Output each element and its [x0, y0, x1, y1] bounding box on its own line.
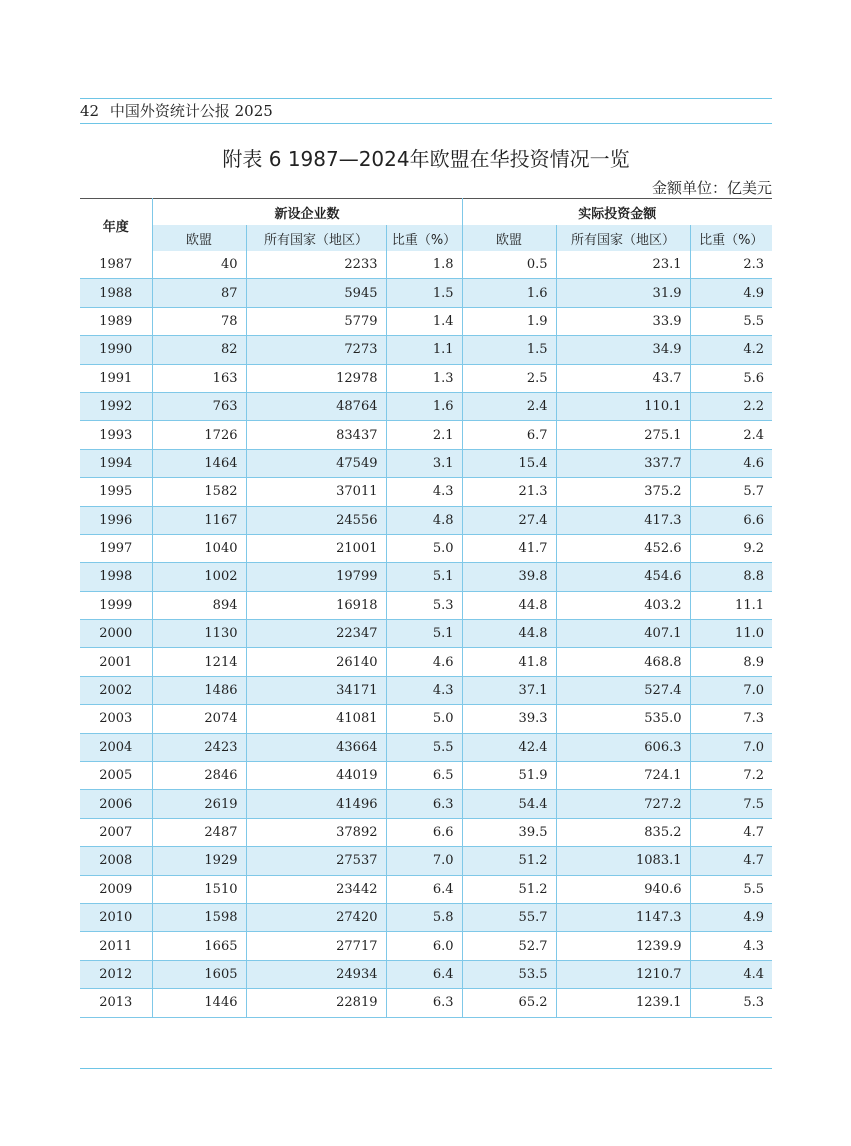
- table-row: [80, 676, 772, 704]
- col-share-count: 比重（%）: [386, 225, 462, 251]
- cell-year: 2001: [80, 648, 152, 676]
- col-eu-amount: 欧盟: [462, 225, 556, 251]
- cell-eu-count: 2074: [152, 705, 246, 733]
- table-row: [80, 960, 772, 988]
- cell-share-count: 5.5: [386, 733, 462, 761]
- table-row: [80, 790, 772, 818]
- cell-eu-count: 87: [152, 279, 246, 307]
- cell-all-count: 27420: [246, 903, 386, 931]
- cell-year: 2004: [80, 733, 152, 761]
- cell-year: 2012: [80, 960, 152, 988]
- cell-all-count: 34171: [246, 676, 386, 704]
- cell-year: 1988: [80, 279, 152, 307]
- cell-share-count: 5.0: [386, 534, 462, 562]
- cell-share-amount: 7.0: [690, 676, 772, 704]
- table-row: [80, 875, 772, 903]
- cell-all-amount: 940.6: [556, 875, 690, 903]
- cell-eu-amount: 39.5: [462, 818, 556, 846]
- cell-all-amount: 43.7: [556, 364, 690, 392]
- top-rule: [80, 98, 772, 99]
- cell-share-amount: 5.5: [690, 307, 772, 335]
- cell-all-count: 83437: [246, 421, 386, 449]
- header-rule: [80, 123, 772, 124]
- cell-eu-count: 2487: [152, 818, 246, 846]
- cell-all-amount: 1239.9: [556, 932, 690, 960]
- cell-eu-amount: 1.9: [462, 307, 556, 335]
- cell-year: 1992: [80, 392, 152, 420]
- cell-share-count: 4.6: [386, 648, 462, 676]
- cell-share-amount: 9.2: [690, 534, 772, 562]
- cell-all-amount: 407.1: [556, 620, 690, 648]
- cell-all-count: 5945: [246, 279, 386, 307]
- cell-share-amount: 5.6: [690, 364, 772, 392]
- cell-all-amount: 454.6: [556, 563, 690, 591]
- cell-share-count: 5.1: [386, 620, 462, 648]
- cell-all-count: 27717: [246, 932, 386, 960]
- cell-share-amount: 4.6: [690, 449, 772, 477]
- cell-all-count: 23442: [246, 875, 386, 903]
- cell-eu-count: 78: [152, 307, 246, 335]
- cell-eu-count: 1598: [152, 903, 246, 931]
- unit-note: 金额单位：亿美元: [651, 179, 772, 197]
- cell-all-count: 5779: [246, 307, 386, 335]
- cell-eu-count: 1582: [152, 478, 246, 506]
- cell-all-count: 26140: [246, 648, 386, 676]
- bottom-rule: [80, 1068, 772, 1069]
- cell-eu-amount: 51.9: [462, 762, 556, 790]
- table-title: 附表 6 1987—2024年欧盟在华投资情况一览: [222, 147, 630, 171]
- cell-year: 1993: [80, 421, 152, 449]
- cell-eu-count: 1214: [152, 648, 246, 676]
- cell-eu-amount: 39.8: [462, 563, 556, 591]
- cell-year: 1994: [80, 449, 152, 477]
- cell-share-count: 5.1: [386, 563, 462, 591]
- cell-year: 2006: [80, 790, 152, 818]
- cell-share-count: 2.1: [386, 421, 462, 449]
- cell-year: 2009: [80, 875, 152, 903]
- cell-all-amount: 727.2: [556, 790, 690, 818]
- cell-all-count: 24556: [246, 506, 386, 534]
- cell-all-count: 22819: [246, 989, 386, 1017]
- cell-eu-amount: 53.5: [462, 960, 556, 988]
- cell-share-amount: 2.2: [690, 392, 772, 420]
- cell-share-amount: 4.7: [690, 847, 772, 875]
- cell-share-amount: 2.4: [690, 421, 772, 449]
- cell-eu-count: 1446: [152, 989, 246, 1017]
- col-all-count: 所有国家（地区）: [246, 225, 386, 251]
- cell-year: 2007: [80, 818, 152, 846]
- cell-all-amount: 835.2: [556, 818, 690, 846]
- cell-share-amount: 7.0: [690, 733, 772, 761]
- cell-all-amount: 1239.1: [556, 989, 690, 1017]
- table-row: [80, 648, 772, 676]
- cell-share-count: 6.4: [386, 875, 462, 903]
- cell-year: 2008: [80, 847, 152, 875]
- cell-all-count: 22347: [246, 620, 386, 648]
- cell-eu-count: 1510: [152, 875, 246, 903]
- table-row: [80, 705, 772, 733]
- group-actual-investment: 实际投资金额: [462, 199, 772, 226]
- cell-all-count: 2233: [246, 251, 386, 279]
- group-new-enterprises: 新设企业数: [152, 199, 462, 226]
- cell-eu-count: 1002: [152, 563, 246, 591]
- table-row: [80, 307, 772, 335]
- col-all-amount: 所有国家（地区）: [556, 225, 690, 251]
- cell-year: 1987: [80, 251, 152, 279]
- cell-eu-count: 1486: [152, 676, 246, 704]
- cell-all-count: 37011: [246, 478, 386, 506]
- cell-all-amount: 275.1: [556, 421, 690, 449]
- cell-all-count: 41081: [246, 705, 386, 733]
- page-number: 42: [80, 102, 100, 120]
- table-row: [80, 762, 772, 790]
- table-row: [80, 591, 772, 619]
- cell-year: 2011: [80, 932, 152, 960]
- cell-all-amount: 606.3: [556, 733, 690, 761]
- cell-eu-count: 1726: [152, 421, 246, 449]
- cell-eu-count: 82: [152, 336, 246, 364]
- cell-year: 1991: [80, 364, 152, 392]
- cell-all-amount: 535.0: [556, 705, 690, 733]
- cell-share-count: 7.0: [386, 847, 462, 875]
- cell-share-count: 4.3: [386, 478, 462, 506]
- cell-year: 2005: [80, 762, 152, 790]
- cell-share-count: 6.4: [386, 960, 462, 988]
- cell-year: 1997: [80, 534, 152, 562]
- cell-eu-amount: 65.2: [462, 989, 556, 1017]
- table-row: [80, 251, 772, 279]
- cell-year: 1995: [80, 478, 152, 506]
- cell-share-count: 4.8: [386, 506, 462, 534]
- cell-eu-amount: 41.7: [462, 534, 556, 562]
- cell-share-count: 3.1: [386, 449, 462, 477]
- cell-all-amount: 34.9: [556, 336, 690, 364]
- cell-all-count: 48764: [246, 392, 386, 420]
- cell-share-amount: 11.1: [690, 591, 772, 619]
- cell-year: 1999: [80, 591, 152, 619]
- cell-share-amount: 5.3: [690, 989, 772, 1017]
- cell-eu-amount: 27.4: [462, 506, 556, 534]
- cell-all-count: 16918: [246, 591, 386, 619]
- cell-all-amount: 110.1: [556, 392, 690, 420]
- cell-year: 2002: [80, 676, 152, 704]
- table-row: [80, 279, 772, 307]
- table-row: [80, 449, 772, 477]
- cell-eu-count: 894: [152, 591, 246, 619]
- cell-all-count: 41496: [246, 790, 386, 818]
- table-row: [80, 932, 772, 960]
- cell-eu-amount: 0.5: [462, 251, 556, 279]
- cell-share-amount: 4.9: [690, 279, 772, 307]
- cell-year: 1990: [80, 336, 152, 364]
- cell-all-amount: 33.9: [556, 307, 690, 335]
- cell-year: 1989: [80, 307, 152, 335]
- cell-share-count: 6.3: [386, 989, 462, 1017]
- cell-year: 1996: [80, 506, 152, 534]
- cell-eu-amount: 41.8: [462, 648, 556, 676]
- cell-eu-count: 163: [152, 364, 246, 392]
- table-row: [80, 392, 772, 420]
- cell-share-amount: 2.3: [690, 251, 772, 279]
- cell-all-amount: 724.1: [556, 762, 690, 790]
- cell-year: 2013: [80, 989, 152, 1017]
- cell-share-amount: 4.9: [690, 903, 772, 931]
- cell-eu-count: 1130: [152, 620, 246, 648]
- cell-all-count: 7273: [246, 336, 386, 364]
- cell-eu-amount: 54.4: [462, 790, 556, 818]
- cell-share-amount: 7.5: [690, 790, 772, 818]
- cell-eu-amount: 2.4: [462, 392, 556, 420]
- cell-all-amount: 375.2: [556, 478, 690, 506]
- cell-eu-count: 2619: [152, 790, 246, 818]
- cell-all-count: 44019: [246, 762, 386, 790]
- cell-all-amount: 403.2: [556, 591, 690, 619]
- cell-eu-count: 2423: [152, 733, 246, 761]
- cell-all-amount: 452.6: [556, 534, 690, 562]
- cell-eu-count: 1665: [152, 932, 246, 960]
- table-body: [80, 251, 772, 1017]
- cell-all-count: 27537: [246, 847, 386, 875]
- cell-all-amount: 1147.3: [556, 903, 690, 931]
- table-row: [80, 534, 772, 562]
- cell-all-amount: 1210.7: [556, 960, 690, 988]
- cell-all-count: 21001: [246, 534, 386, 562]
- cell-eu-amount: 2.5: [462, 364, 556, 392]
- cell-share-amount: 5.7: [690, 478, 772, 506]
- cell-share-amount: 4.4: [690, 960, 772, 988]
- cell-eu-count: 40: [152, 251, 246, 279]
- cell-all-count: 12978: [246, 364, 386, 392]
- col-share-amount: 比重（%）: [690, 225, 772, 251]
- table-row: [80, 818, 772, 846]
- cell-share-count: 5.0: [386, 705, 462, 733]
- year-header: 年度: [102, 219, 129, 235]
- cell-all-count: 19799: [246, 563, 386, 591]
- table-row: [80, 364, 772, 392]
- cell-eu-count: 1605: [152, 960, 246, 988]
- cell-all-count: 47549: [246, 449, 386, 477]
- cell-share-count: 5.8: [386, 903, 462, 931]
- table-row: [80, 620, 772, 648]
- cell-eu-amount: 6.7: [462, 421, 556, 449]
- cell-all-amount: 1083.1: [556, 847, 690, 875]
- cell-all-amount: 527.4: [556, 676, 690, 704]
- cell-eu-amount: 1.6: [462, 279, 556, 307]
- cell-eu-amount: 39.3: [462, 705, 556, 733]
- cell-eu-count: 1464: [152, 449, 246, 477]
- cell-share-amount: 7.2: [690, 762, 772, 790]
- cell-eu-amount: 52.7: [462, 932, 556, 960]
- eu-investment-table: [80, 198, 772, 1018]
- cell-share-count: 6.3: [386, 790, 462, 818]
- cell-eu-amount: 1.5: [462, 336, 556, 364]
- cell-eu-amount: 15.4: [462, 449, 556, 477]
- cell-share-count: 1.3: [386, 364, 462, 392]
- cell-eu-count: 2846: [152, 762, 246, 790]
- book-title: 中国外资统计公报 2025: [109, 102, 273, 120]
- cell-share-count: 1.6: [386, 392, 462, 420]
- cell-share-count: 5.3: [386, 591, 462, 619]
- cell-eu-amount: 55.7: [462, 903, 556, 931]
- cell-eu-amount: 44.8: [462, 620, 556, 648]
- cell-eu-count: 1040: [152, 534, 246, 562]
- table-row: [80, 847, 772, 875]
- table-row: [80, 903, 772, 931]
- cell-all-count: 43664: [246, 733, 386, 761]
- cell-all-count: 37892: [246, 818, 386, 846]
- cell-share-count: 6.5: [386, 762, 462, 790]
- cell-year: 2003: [80, 705, 152, 733]
- cell-share-amount: 4.7: [690, 818, 772, 846]
- table-row: [80, 506, 772, 534]
- table-row: [80, 733, 772, 761]
- running-header: [80, 100, 772, 122]
- cell-year: 2000: [80, 620, 152, 648]
- table-row: [80, 336, 772, 364]
- cell-share-count: 6.6: [386, 818, 462, 846]
- cell-share-count: 1.1: [386, 336, 462, 364]
- cell-eu-count: 1929: [152, 847, 246, 875]
- cell-share-count: 1.8: [386, 251, 462, 279]
- cell-eu-amount: 51.2: [462, 875, 556, 903]
- cell-all-amount: 417.3: [556, 506, 690, 534]
- cell-share-amount: 4.3: [690, 932, 772, 960]
- cell-eu-count: 1167: [152, 506, 246, 534]
- cell-all-amount: 468.8: [556, 648, 690, 676]
- cell-share-amount: 7.3: [690, 705, 772, 733]
- cell-year: 2010: [80, 903, 152, 931]
- cell-share-count: 6.0: [386, 932, 462, 960]
- table-row: [80, 989, 772, 1017]
- cell-eu-amount: 42.4: [462, 733, 556, 761]
- cell-share-amount: 4.2: [690, 336, 772, 364]
- cell-share-count: 1.4: [386, 307, 462, 335]
- cell-share-amount: 8.8: [690, 563, 772, 591]
- cell-share-amount: 11.0: [690, 620, 772, 648]
- cell-eu-amount: 37.1: [462, 676, 556, 704]
- cell-eu-amount: 51.2: [462, 847, 556, 875]
- table-row: [80, 563, 772, 591]
- cell-all-amount: 31.9: [556, 279, 690, 307]
- cell-share-amount: 8.9: [690, 648, 772, 676]
- cell-share-count: 1.5: [386, 279, 462, 307]
- table-row: [80, 478, 772, 506]
- col-eu-count: 欧盟: [152, 225, 246, 251]
- cell-year: 1998: [80, 563, 152, 591]
- cell-eu-amount: 44.8: [462, 591, 556, 619]
- cell-all-count: 24934: [246, 960, 386, 988]
- cell-all-amount: 337.7: [556, 449, 690, 477]
- cell-share-count: 4.3: [386, 676, 462, 704]
- cell-all-amount: 23.1: [556, 251, 690, 279]
- cell-share-amount: 5.5: [690, 875, 772, 903]
- cell-share-amount: 6.6: [690, 506, 772, 534]
- table-row: [80, 421, 772, 449]
- cell-eu-count: 763: [152, 392, 246, 420]
- cell-eu-amount: 21.3: [462, 478, 556, 506]
